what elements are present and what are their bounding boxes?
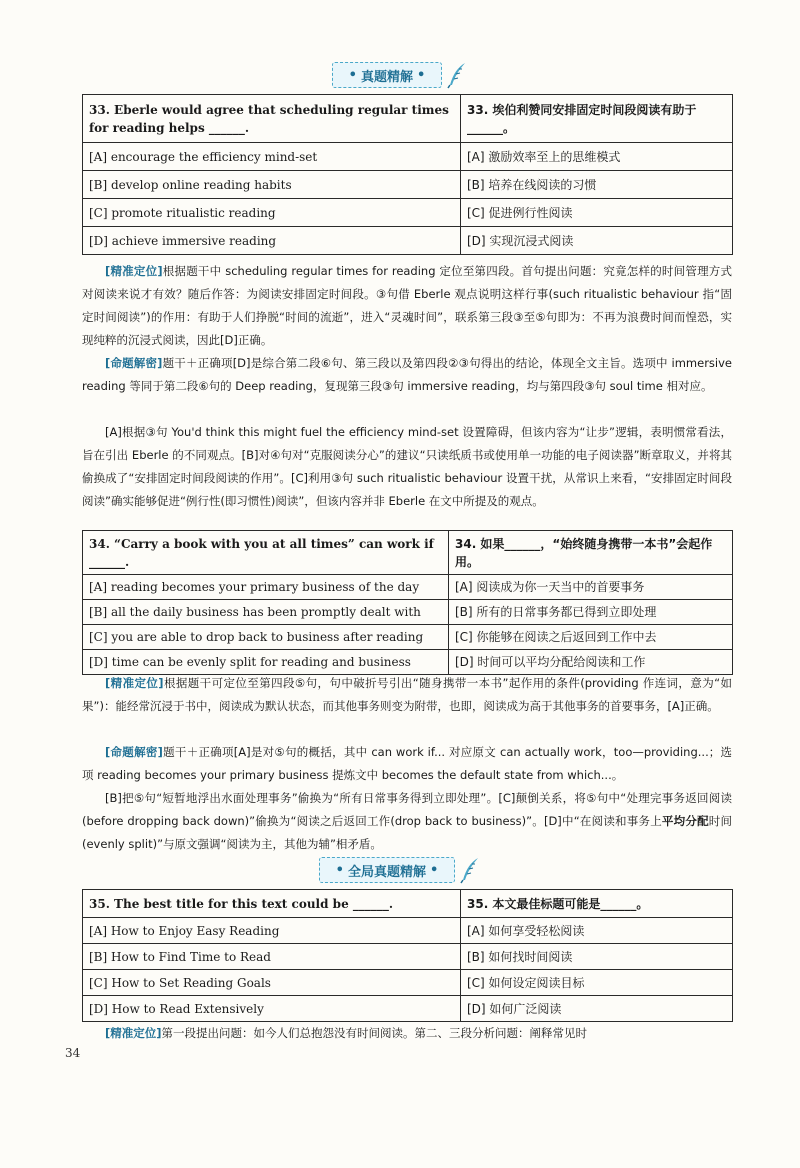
section-banner-2 (0, 853, 800, 887)
q35-option-a-zh: [A] 如何享受轻松阅读 (461, 918, 733, 944)
q35-option-d-en: [D] How to Read Extensively (83, 996, 461, 1022)
q35-option-b-en: [B] How to Find Time to Read (83, 944, 461, 970)
q33-option-b-zh: [B] 培养在线阅读的习惯 (461, 171, 733, 199)
q33-location-label: [精准定位] (105, 264, 163, 278)
q33-option-a-zh: [A] 激励效率至上的思维模式 (461, 143, 733, 171)
q34-option-a-zh: [A] 阅读成为你一天当中的首要事务 (449, 575, 733, 600)
banner-dot-left: • (348, 67, 357, 83)
q35-location-text: 第一段提出问题：如今人们总抱怨没有时间阅读。第二、三段分析问题：阐释常见时 (161, 1026, 588, 1040)
q34-location-label: [精准定位] (105, 676, 164, 690)
q33-location-text: 根据题干中 scheduling regular times for reading 定位至第四段。首句提出问题：究竟怎样的时间管理方式对阅读来说才有效？随后作答：为阅读安排固定时间段。③句借 Eberle 观点说明这样行事(such ritualistic behaviour 指“固定时间阅读”)的作用：有助于人们挣脱“时间的流逝”，进入“灵魂时间”，联系第三段③至⑤句即为：不再为浪费时间而惶恐，实现纯粹的沉浸式阅读，因此[D]正确。 (82, 264, 732, 347)
q33-distractor-text: [A]根据③句 You'd think this might fuel the efficiency mind-set 设置障碍，但该内容为“让步”逻辑，表明惯常看法，旨在引出 Eberle 的不同观点。[B]对④句对“克服阅读分心”的建议“只读纸质书或使用单一功能的电子阅读器”断章取义，并将其偷换成了“安排固定时间段阅读的作用”。[C]利用③句 such ritualistic behaviour 设置干扰，从常识上来看，“安排固定时间段阅读”确实能够促进“例行性(即习惯性)阅读”，但该内容并非 Eberle 在文中所提及的观点。 (82, 425, 732, 508)
q33-question-zh: 33. 埃伯利赞同安排固定时间段阅读有助于______。 (461, 95, 733, 143)
q34-option-d-zh: [D] 时间可以平均分配给阅读和工作 (449, 650, 733, 675)
q33-analysis-text: 题干＋正确项[D]是综合第二段⑥句、第三段以及第四段②③句得出的结论，体现全文主旨。选项中 immersive reading 等同于第二段⑥句的 Deep reading，复现第三段③句 immersive reading，均与第四段③句 soul time 相对应。 (82, 356, 732, 393)
q35-option-c-zh: [C] 如何设定阅读目标 (461, 970, 733, 996)
q34-analysis-label: [命题解密] (105, 745, 163, 759)
banner-label-box-2 (319, 857, 456, 883)
q33-analysis-paragraph (82, 352, 732, 398)
question-33-table (82, 94, 733, 255)
q33-option-c-zh: [C] 促进例行性阅读 (461, 199, 733, 227)
banner2-title: 全局真题精解 (347, 864, 426, 880)
q34-analysis-paragraph (82, 741, 732, 787)
question-35-table (82, 889, 733, 1022)
q34-option-c-zh: [C] 你能够在阅读之后返回到工作中去 (449, 625, 733, 650)
q34-location-paragraph (82, 672, 732, 718)
q33-option-a-en: [A] encourage the efficiency mind-set (83, 143, 461, 171)
q35-option-a-en: [A] How to Enjoy Easy Reading (83, 918, 461, 944)
section-banner-1 (0, 58, 800, 92)
q34-distractor-text-1: [B]把⑤句“短暂地浮出水面处理事务”偷换为“所有日常事务得到立即处理”。[C]颠倒关系，将⑤句中“处理完事务返回阅读(before dropping back down)”偷换为“阅读之后返回工作(drop back to business)”。[D]中“在阅读和事务上 (82, 791, 732, 828)
quill-icon (459, 856, 481, 884)
question-34-table (82, 530, 733, 675)
banner-label-box (332, 62, 443, 88)
banner2-dot-left: • (335, 862, 344, 878)
q33-option-c-en: [C] promote ritualistic reading (83, 199, 461, 227)
q33-option-d-zh: [D] 实现沉浸式阅读 (461, 227, 733, 255)
q35-location-label: [精准定位] (105, 1026, 162, 1040)
q35-location-paragraph (82, 1022, 732, 1045)
q35-option-d-zh: [D] 如何广泛阅读 (461, 996, 733, 1022)
q34-location-text: 根据题干可定位至第四段⑤句，句中破折号引出“随身携带一本书”起作用的条件(providing 作连词，意为“如果”)：能经常沉浸于书中，阅读成为默认状态，而其他事务则变为附带，也即，阅读成为高于其他事务的首要事务，[A]正确。 (82, 676, 733, 713)
q34-distractor-paragraph (82, 787, 732, 856)
banner2-dot-right: • (430, 862, 439, 878)
banner-dot-right: • (417, 67, 426, 83)
quill-icon (446, 61, 468, 89)
q34-analysis-text: 题干＋正确项[A]是对⑤句的概括，其中 can work if... 对应原文 can actually work，too—providing...；选项 reading becomes your primary business 提炼文中 becomes the default state from which...。 (82, 745, 733, 782)
q34-option-d-en: [D] time can be evenly split for reading and business (83, 650, 449, 675)
q33-location-paragraph (82, 260, 732, 352)
q34-distractor-text-2: 时间(evenly split)”与原文强调“阅读为主，其他为辅”相矛盾。 (82, 814, 733, 851)
q34-option-a-en: [A] reading becomes your primary business of the day (83, 575, 449, 600)
q34-option-b-zh: [B] 所有的日常事务都已得到立即处理 (449, 600, 733, 625)
q34-question-en: 34. “Carry a book with you at all times” can work if ______. (83, 531, 449, 575)
q35-question-zh: 35. 本文最佳标题可能是______。 (461, 890, 733, 918)
q33-analysis-label: [命题解密] (105, 356, 163, 370)
q33-option-b-en: [B] develop online reading habits (83, 171, 461, 199)
q34-distractor-bold: 平均分配 (661, 814, 709, 828)
page-number: 34 (65, 1046, 81, 1060)
q34-question-zh: 34. 如果______，“始终随身携带一本书”会起作用。 (449, 531, 733, 575)
q33-question-en: 33. Eberle would agree that scheduling regular times for reading helps ______. (83, 95, 461, 143)
q35-question-en: 35. The best title for this text could be ______. (83, 890, 461, 918)
q35-option-b-zh: [B] 如何找时间阅读 (461, 944, 733, 970)
q34-option-b-en: [B] all the daily business has been promptly dealt with (83, 600, 449, 625)
q33-distractor-paragraph (82, 421, 732, 513)
banner-title: 真题精解 (360, 69, 413, 85)
q35-option-c-en: [C] How to Set Reading Goals (83, 970, 461, 996)
q33-option-d-en: [D] achieve immersive reading (83, 227, 461, 255)
q34-option-c-en: [C] you are able to drop back to business after reading (83, 625, 449, 650)
